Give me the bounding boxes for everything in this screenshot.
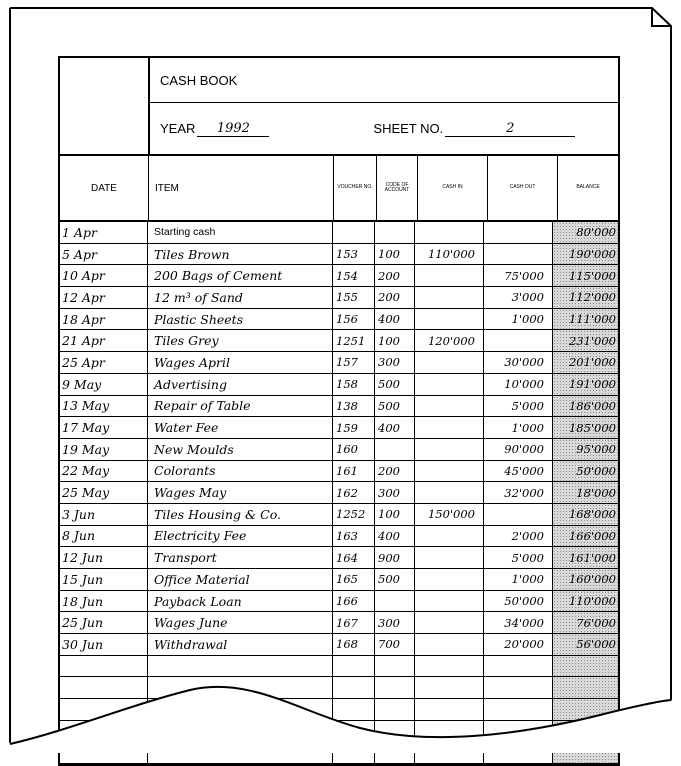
row-date: 9 May xyxy=(60,374,148,395)
row-account-code: 300 xyxy=(375,482,415,503)
ledger-row xyxy=(60,612,618,634)
row-balance: 160'000 xyxy=(553,569,618,590)
row-voucher-no: 164 xyxy=(333,547,375,568)
row-account-code: 100 xyxy=(375,504,415,525)
ledger-row xyxy=(60,374,618,396)
row-cash-in xyxy=(415,677,484,698)
row-cash-out xyxy=(484,721,553,742)
row-date: 21 Apr xyxy=(60,330,148,351)
row-cash-in xyxy=(415,612,484,633)
row-item: 12 m³ of Sand xyxy=(148,287,333,308)
row-cash-in xyxy=(415,547,484,568)
ledger-row xyxy=(60,547,618,569)
row-account-code: 100 xyxy=(375,330,415,351)
row-item: Tiles Grey xyxy=(148,330,333,351)
row-account-code: 400 xyxy=(375,526,415,547)
row-cash-in: 150'000 xyxy=(415,504,484,525)
row-item: Starting cash xyxy=(148,222,333,243)
row-date xyxy=(60,699,148,720)
row-cash-in xyxy=(415,526,484,547)
row-cash-out: 50'000 xyxy=(484,591,553,612)
ledger-row xyxy=(60,461,618,483)
row-cash-out xyxy=(484,222,553,243)
row-cash-in xyxy=(415,656,484,677)
row-account-code: 100 xyxy=(375,244,415,265)
row-item: Plastic Sheets xyxy=(148,309,333,330)
row-account-code xyxy=(375,222,415,243)
code-column-header: CODE OF ACCOUNT xyxy=(377,156,418,220)
row-cash-in xyxy=(415,721,484,742)
row-account-code: 400 xyxy=(375,417,415,438)
row-date: 25 Jun xyxy=(60,612,148,633)
row-balance: 110'000 xyxy=(553,591,618,612)
row-account-code: 700 xyxy=(375,634,415,655)
row-date: 30 Jun xyxy=(60,634,148,655)
ledger-row xyxy=(60,482,618,504)
row-cash-out: 20'000 xyxy=(484,634,553,655)
year-value: 1992 xyxy=(197,121,269,137)
row-cash-in xyxy=(415,699,484,720)
row-cash-out: 5'000 xyxy=(484,396,553,417)
ledger-row xyxy=(60,265,618,287)
row-item: Advertising xyxy=(148,374,333,395)
row-voucher-no xyxy=(333,222,375,243)
row-voucher-no xyxy=(333,699,375,720)
row-voucher-no: 156 xyxy=(333,309,375,330)
row-balance xyxy=(553,721,618,742)
ledger-row xyxy=(60,699,618,721)
row-cash-out xyxy=(484,504,553,525)
row-cash-in xyxy=(415,287,484,308)
row-item xyxy=(148,656,333,677)
row-balance: 112'000 xyxy=(553,287,618,308)
row-item: Wages June xyxy=(148,612,333,633)
row-balance: 190'000 xyxy=(553,244,618,265)
row-item xyxy=(148,699,333,720)
row-date: 1 Apr xyxy=(60,222,148,243)
row-account-code: 300 xyxy=(375,352,415,373)
header-blank-cell xyxy=(60,58,150,154)
row-account-code xyxy=(375,656,415,677)
row-voucher-no: 1251 xyxy=(333,330,375,351)
row-balance xyxy=(553,699,618,720)
date-column-header: DATE xyxy=(60,156,149,220)
ledger-row xyxy=(60,634,618,656)
ledger-row xyxy=(60,677,618,699)
ledger-row xyxy=(60,244,618,266)
column-headers xyxy=(60,156,618,222)
row-date: 18 Apr xyxy=(60,309,148,330)
ledger-row xyxy=(60,330,618,352)
row-cash-in xyxy=(415,309,484,330)
row-item: New Moulds xyxy=(148,439,333,460)
row-item: Water Fee xyxy=(148,417,333,438)
row-voucher-no: 161 xyxy=(333,461,375,482)
row-date: 12 Apr xyxy=(60,287,148,308)
row-item: Colorants xyxy=(148,461,333,482)
sheet-number-value: 2 xyxy=(445,121,575,137)
row-date: 13 May xyxy=(60,396,148,417)
ledger-row xyxy=(60,309,618,331)
row-balance: 95'000 xyxy=(553,439,618,460)
row-voucher-no: 1252 xyxy=(333,504,375,525)
row-account-code: 500 xyxy=(375,569,415,590)
row-cash-out xyxy=(484,330,553,351)
row-balance: 111'000 xyxy=(553,309,618,330)
row-account-code: 900 xyxy=(375,547,415,568)
row-item: Tiles Brown xyxy=(148,244,333,265)
row-item: Payback Loan xyxy=(148,591,333,612)
row-account-code: 300 xyxy=(375,612,415,633)
row-cash-out xyxy=(484,677,553,698)
row-cash-out: 1'000 xyxy=(484,309,553,330)
cash-book-header xyxy=(60,58,618,156)
row-balance: 168'000 xyxy=(553,504,618,525)
ledger-row xyxy=(60,504,618,526)
row-cash-in xyxy=(415,569,484,590)
row-date: 22 May xyxy=(60,461,148,482)
ledger-row xyxy=(60,417,618,439)
row-voucher-no: 159 xyxy=(333,417,375,438)
row-balance xyxy=(553,677,618,698)
row-date: 25 Apr xyxy=(60,352,148,373)
row-balance: 56'000 xyxy=(553,634,618,655)
ledger-row xyxy=(60,287,618,309)
row-date: 25 May xyxy=(60,482,148,503)
row-voucher-no: 138 xyxy=(333,396,375,417)
row-date xyxy=(60,721,148,742)
row-balance: 185'000 xyxy=(553,417,618,438)
row-date: 10 Apr xyxy=(60,265,148,286)
row-cash-in xyxy=(415,417,484,438)
row-voucher-no xyxy=(333,677,375,698)
row-voucher-no: 154 xyxy=(333,265,375,286)
row-date: 15 Jun xyxy=(60,569,148,590)
row-voucher-no: 167 xyxy=(333,612,375,633)
sheet-number-label: SHEET NO. xyxy=(373,121,444,136)
row-voucher-no: 157 xyxy=(333,352,375,373)
balance-column-header: BALANCE xyxy=(576,184,600,191)
row-balance: 115'000 xyxy=(553,265,618,286)
row-account-code: 500 xyxy=(375,374,415,395)
row-item: Wages May xyxy=(148,482,333,503)
row-cash-out xyxy=(484,656,553,677)
row-cash-in xyxy=(415,634,484,655)
row-date: 3 Jun xyxy=(60,504,148,525)
cash-book-title: CASH BOOK xyxy=(150,58,618,103)
row-cash-out: 45'000 xyxy=(484,461,553,482)
year-sheet-line xyxy=(150,103,618,154)
row-cash-out: 30'000 xyxy=(484,352,553,373)
row-cash-out: 75'000 xyxy=(484,265,553,286)
row-cash-in xyxy=(415,482,484,503)
row-item xyxy=(148,721,333,742)
row-item: Repair of Table xyxy=(148,396,333,417)
ledger-row xyxy=(60,721,618,743)
row-date xyxy=(60,656,148,677)
row-voucher-no xyxy=(333,656,375,677)
row-balance: 18'000 xyxy=(553,482,618,503)
row-cash-in xyxy=(415,222,484,243)
row-item: Office Material xyxy=(148,569,333,590)
row-cash-out xyxy=(484,699,553,720)
row-voucher-no: 163 xyxy=(333,526,375,547)
row-cash-out: 90'000 xyxy=(484,439,553,460)
row-balance xyxy=(553,656,618,677)
year-label: YEAR xyxy=(160,121,196,136)
row-balance: 76'000 xyxy=(553,612,618,633)
row-balance: 161'000 xyxy=(553,547,618,568)
row-cash-in xyxy=(415,396,484,417)
row-item: Electricity Fee xyxy=(148,526,333,547)
row-cash-in xyxy=(415,265,484,286)
cash-in-column-header: CASH IN xyxy=(418,156,488,220)
row-balance: 166'000 xyxy=(553,526,618,547)
ledger-row xyxy=(60,222,618,244)
row-cash-out: 10'000 xyxy=(484,374,553,395)
row-item: 200 Bags of Cement xyxy=(148,265,333,286)
row-voucher-no: 155 xyxy=(333,287,375,308)
ledger-row xyxy=(60,656,618,678)
row-balance: 191'000 xyxy=(553,374,618,395)
ledger-row xyxy=(60,439,618,461)
cash-book xyxy=(58,56,620,766)
ledger-row xyxy=(60,526,618,548)
row-cash-out: 32'000 xyxy=(484,482,553,503)
row-item xyxy=(148,677,333,698)
row-account-code: 400 xyxy=(375,309,415,330)
row-cash-in: 110'000 xyxy=(415,244,484,265)
row-cash-out: 34'000 xyxy=(484,612,553,633)
row-account-code xyxy=(375,677,415,698)
row-voucher-no: 162 xyxy=(333,482,375,503)
row-date: 5 Apr xyxy=(60,244,148,265)
row-date: 8 Jun xyxy=(60,526,148,547)
row-cash-in xyxy=(415,352,484,373)
row-cash-in xyxy=(415,461,484,482)
row-cash-in: 120'000 xyxy=(415,330,484,351)
ledger-row xyxy=(60,352,618,374)
row-cash-out: 1'000 xyxy=(484,569,553,590)
ledger-row xyxy=(60,396,618,418)
row-voucher-no: 153 xyxy=(333,244,375,265)
row-account-code xyxy=(375,591,415,612)
row-balance: 201'000 xyxy=(553,352,618,373)
row-date: 17 May xyxy=(60,417,148,438)
row-item: Tiles Housing & Co. xyxy=(148,504,333,525)
row-account-code: 200 xyxy=(375,265,415,286)
row-voucher-no: 166 xyxy=(333,591,375,612)
row-cash-out: 1'000 xyxy=(484,417,553,438)
item-column-header: ITEM xyxy=(149,156,334,220)
row-balance: 231'000 xyxy=(553,330,618,351)
ledger-row xyxy=(60,591,618,613)
ledger-rows xyxy=(60,222,618,764)
row-cash-in xyxy=(415,374,484,395)
ledger-row xyxy=(60,569,618,591)
row-account-code: 200 xyxy=(375,461,415,482)
row-cash-in xyxy=(415,591,484,612)
cash-out-column-header: CASH OUT xyxy=(488,156,558,220)
row-voucher-no: 158 xyxy=(333,374,375,395)
row-voucher-no: 160 xyxy=(333,439,375,460)
row-item: Withdrawal xyxy=(148,634,333,655)
row-item: Transport xyxy=(148,547,333,568)
ledger-row xyxy=(60,743,618,765)
row-account-code xyxy=(375,439,415,460)
row-date xyxy=(60,677,148,698)
voucher-column-header: VOUCHER NO. xyxy=(334,156,377,220)
row-date: 12 Jun xyxy=(60,547,148,568)
row-cash-out: 5'000 xyxy=(484,547,553,568)
row-account-code xyxy=(375,699,415,720)
row-account-code: 200 xyxy=(375,287,415,308)
row-voucher-no: 165 xyxy=(333,569,375,590)
row-voucher-no xyxy=(333,721,375,742)
row-balance: 186'000 xyxy=(553,396,618,417)
row-date: 19 May xyxy=(60,439,148,460)
row-item: Wages April xyxy=(148,352,333,373)
row-balance: 50'000 xyxy=(553,461,618,482)
row-voucher-no: 168 xyxy=(333,634,375,655)
row-cash-out: 2'000 xyxy=(484,526,553,547)
row-account-code: 500 xyxy=(375,396,415,417)
row-cash-in xyxy=(415,439,484,460)
row-cash-out: 3'000 xyxy=(484,287,553,308)
row-account-code xyxy=(375,721,415,742)
row-date: 18 Jun xyxy=(60,591,148,612)
row-cash-out xyxy=(484,244,553,265)
row-balance: 80'000 xyxy=(553,222,618,243)
